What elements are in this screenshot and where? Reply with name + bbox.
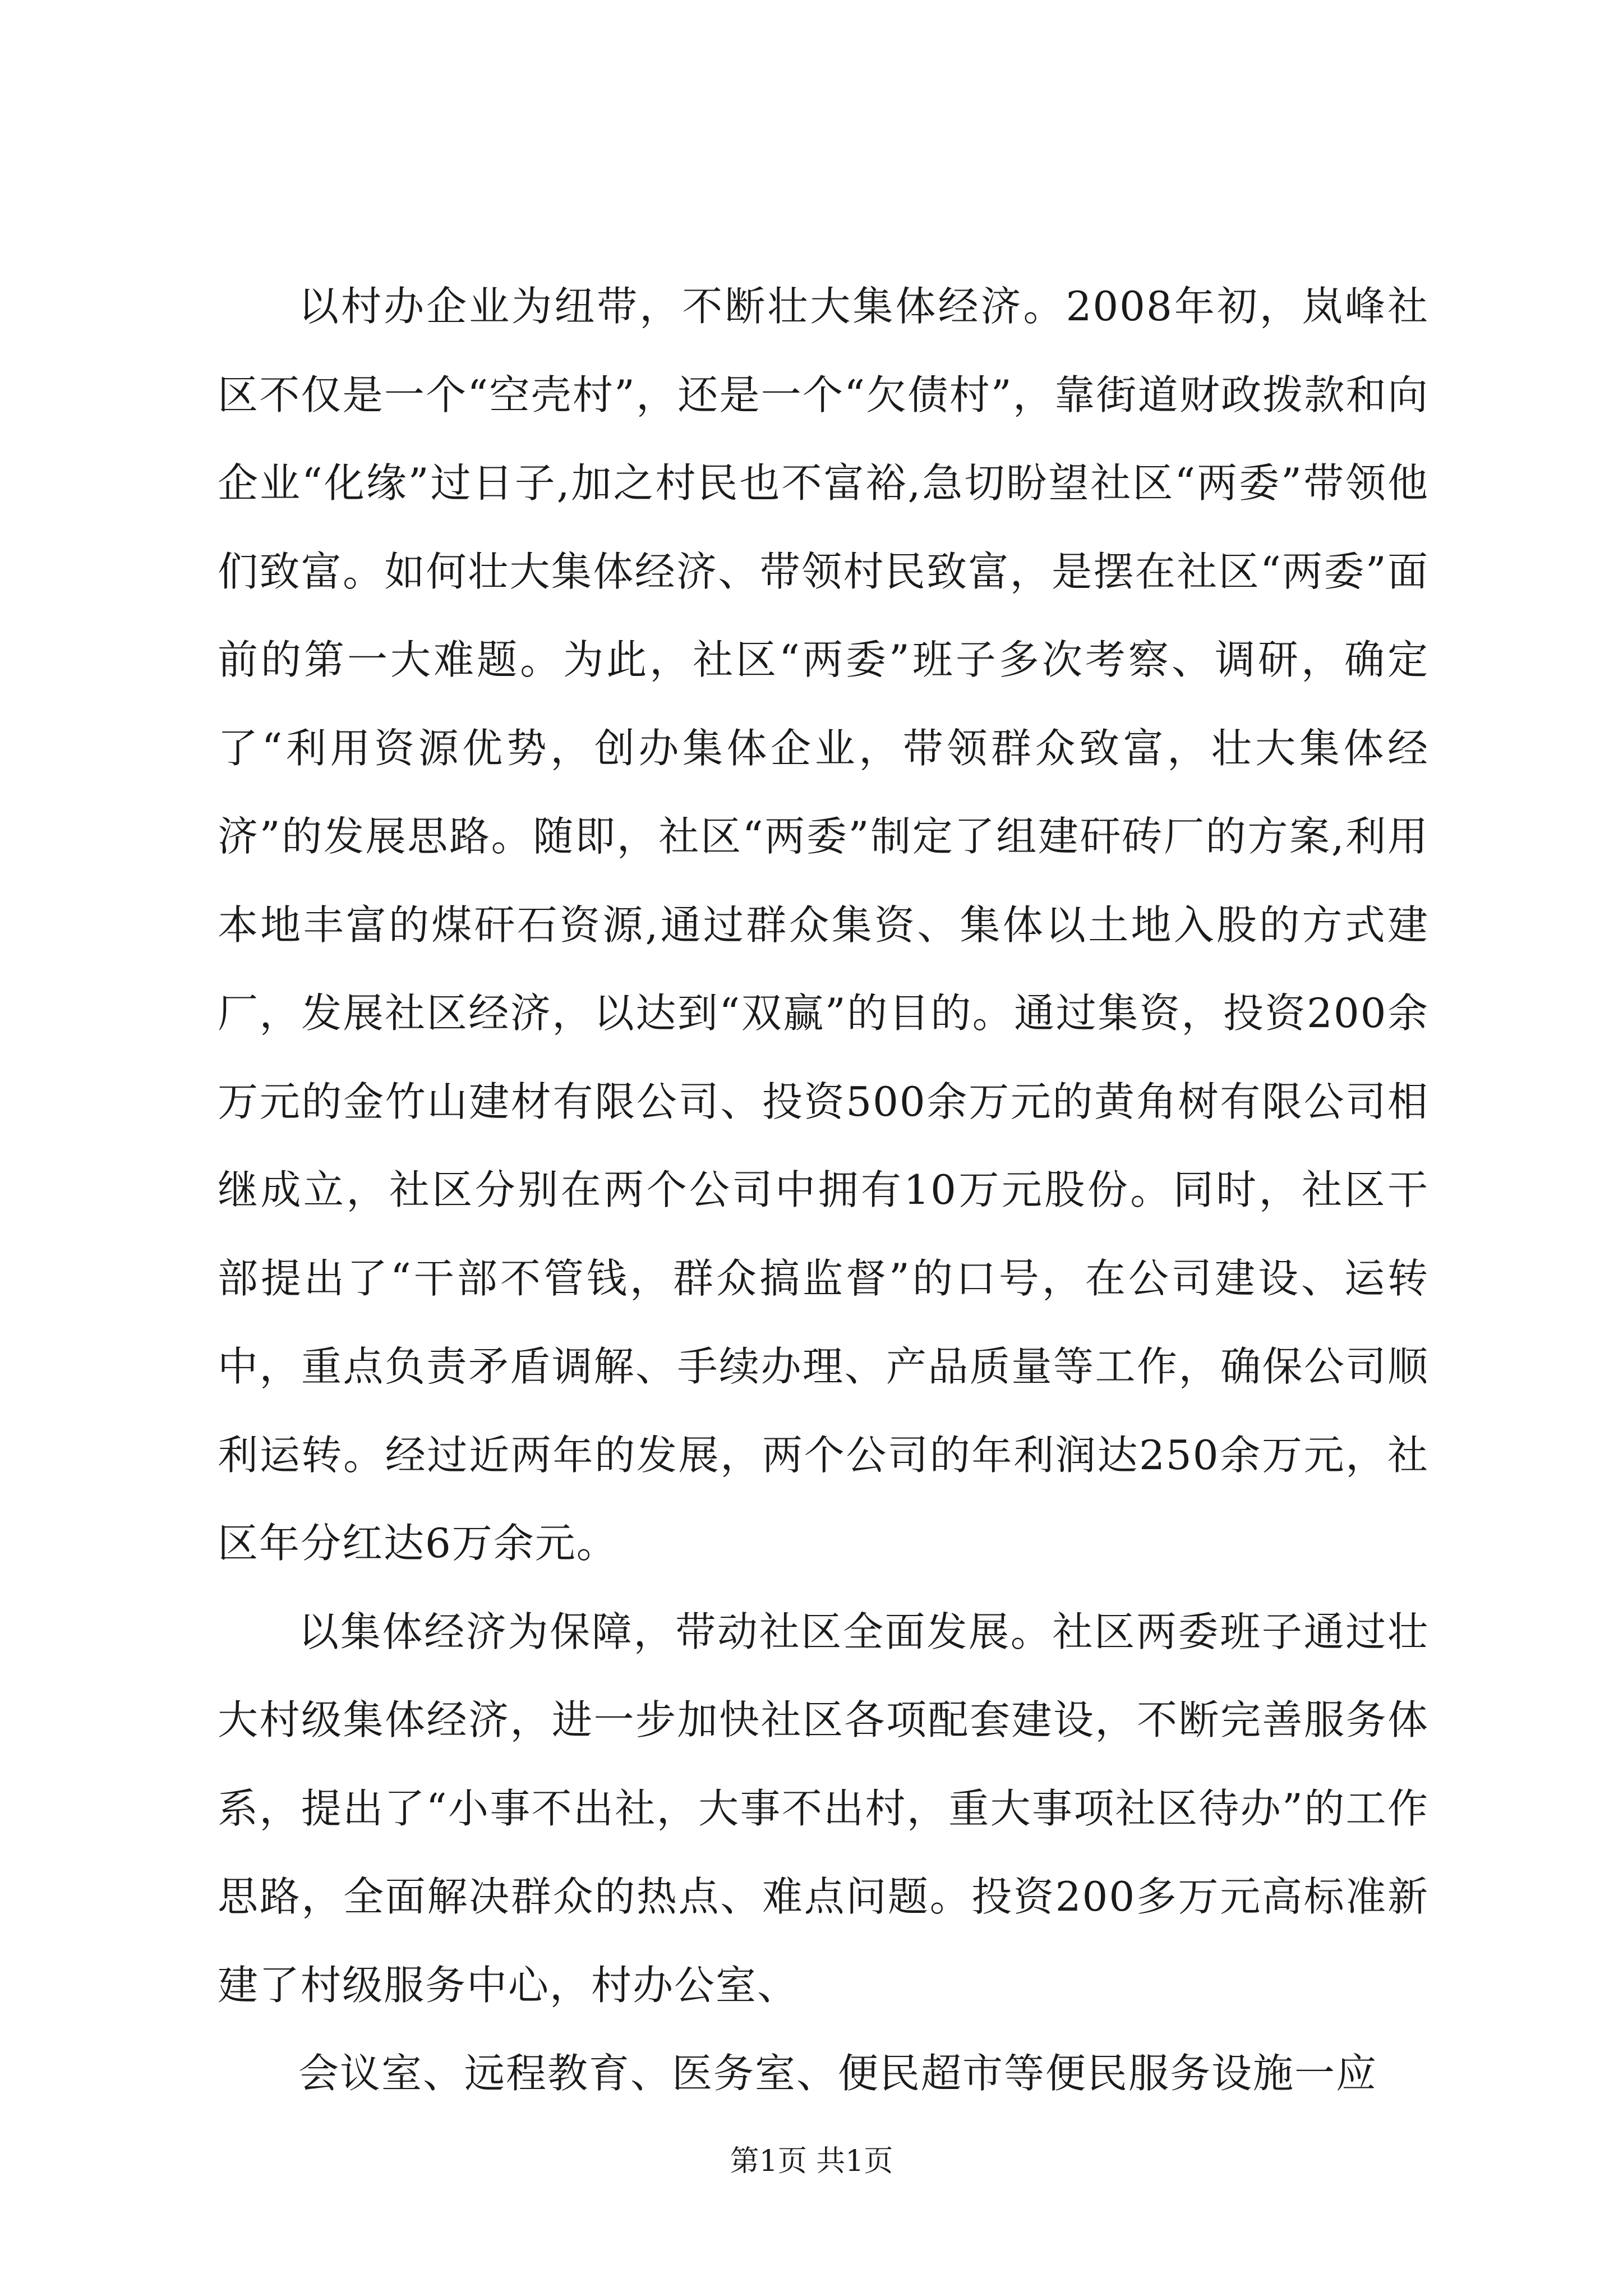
paragraph-service-facilities: 会议室、远程教育、医务室、便民超市等便民服务设施一应 — [298, 2050, 1378, 2097]
paragraph-collective-enterprise: 以村办企业为纽带，不断壮大集体经济。2008年初，岚峰社区不仅是一个“空壳村”，还是一个“欠债村”，靠街道财政拨款和向企业“化缘”过日子,加之村民也不富裕,急切盼望社区“两委”带领他们致富。如何壮大集体经济、带领村民致富，是摆在社区“两委”面前的第一大难题。为此，社区“两委”班子多次考察、调研，确定了“利用资源优势，创办集体企业，带领群众致富，壮大集体经济”的发展思路。随即，社区“两委”制定了组建矸砖厂的方案,利用本地丰富的煤矸石资源,通过群众集资、集体以土地入股的方式建厂，发展社区经济，以达到“双赢”的目的。通过集资，投资200余万元的金竹山建材有限公司、投资500余万元的黄角树有限公司相继成立，社区分别在两个公司中拥有10万元股份。同时，社区干部提出了“干部不管钱，群众搞监督”的口号，在公司建设、运转中，重点负责矛盾调解、手续办理、产品质量等工作，确保公司顺利运转。经过近两年的发展，两个公司的年利润达250余万元，社区年分红达6万余元。 — [218, 283, 1429, 1567]
document-body — [218, 263, 1429, 2118]
page-number-footer: 第1页 共1页 — [730, 2145, 893, 2178]
paragraph-community-development: 以集体经济为保障，带动社区全面发展。社区两委班子通过壮大村级集体经济，进一步加快社区各项配套建设，不断完善服务体系，提出了“小事不出社，大事不出村，重大事项社区待办”的工作思路，全面解决群众的热点、难点问题。投资200多万元高标准新建了村级服务中心，村办公室、 — [218, 1608, 1429, 2009]
